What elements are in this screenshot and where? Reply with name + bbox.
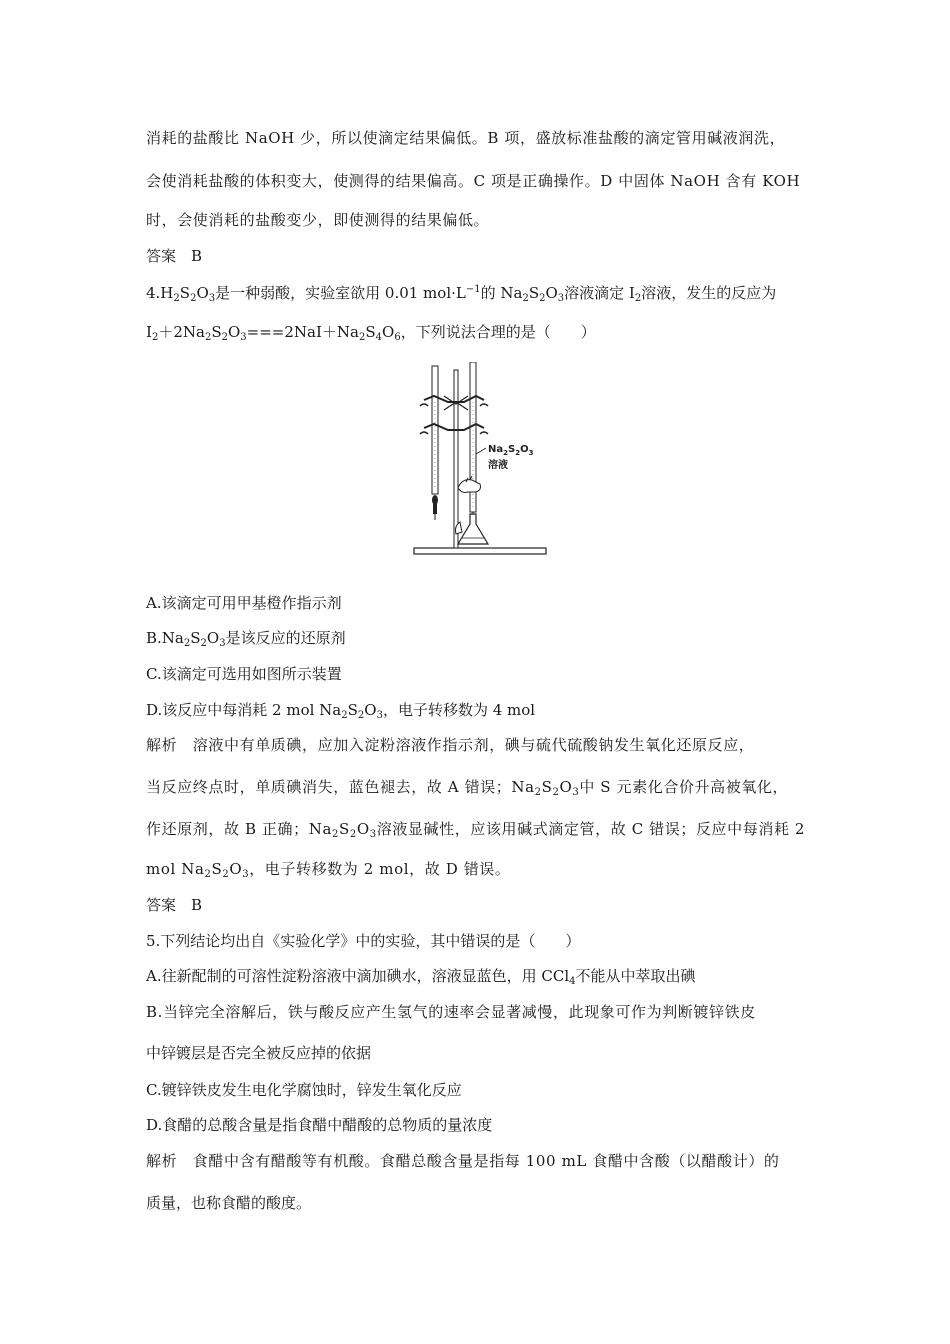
titration-apparatus-figure <box>410 362 550 558</box>
explanation-text-line: mol $Na_2S_2O_3$，电子转移数为 2 mol，故 D 错误。 <box>146 860 511 880</box>
explanation-text-line: 当反应终点时，单质碘消失，蓝色褪去，故 A 错误；$Na_2S_2O_3$中 S 元素化合价升高被氧化， <box>146 778 789 798</box>
explanation-text-line: 时，会使消耗的盐酸变少，即使测得的结果偏低。 <box>146 211 490 229</box>
option-a: A.往新配制的可溶性淀粉溶液中滴加碘水，溶液显蓝色，用 CCl$_4$不能从中萃取出碘 <box>146 967 696 987</box>
explanation-text-line: 会使消耗盐酸的体积变大，使测得的结果偏高。C 项是正确操作。D 中固体 NaOH 含有 KOH <box>146 172 801 190</box>
explanation-text-line: 解析 食醋中含有醋酸等有机酸。食醋总酸含量是指每 100 mL 食醋中含酸（以醋酸计）的 <box>146 1152 780 1170</box>
option-b: B.当锌完全溶解后，铁与酸反应产生氢气的速率会显著减慢，此现象可作为判断镀锌铁皮 <box>146 1003 756 1021</box>
figure-label-formula: $Na_2S_2O_3$ <box>488 444 534 457</box>
question-4-stem-line: $4.H_2S_2O_3$是一种弱酸，实验室欲用 0.01 $mol\cdot L^{-1}$的 $Na_2S_2O_3$溶液滴定 $I_2$溶液，发生的反应为 <box>146 284 777 304</box>
option-b-continued: 中锌镀层是否完全被反应掉的依据 <box>146 1044 372 1062</box>
question-5-stem: 5.下列结论均出自《实验化学》中的实验，其中错误的是（ ） <box>146 932 581 950</box>
answer-line: 答案 B <box>146 896 203 914</box>
explanation-text-line: 作还原剂，故 B 正确；$Na_2S_2O_3$溶液显碱性，应该用碱式滴定管，故 C 错误；反应中每消耗 2 <box>146 820 806 840</box>
explanation-text-line: 质量，也称食醋的酸度。 <box>146 1194 312 1212</box>
answer-line: 答案 B <box>146 247 203 265</box>
option-d: D.食醋的总酸含量是指食醋中醋酸的总物质的量浓度 <box>146 1116 493 1134</box>
option-a: A.该滴定可用甲基橙作指示剂 <box>146 594 342 612</box>
option-d: D.该反应中每消耗 2 mol $Na_2S_2O_3$，电子转移数为 4 mol <box>146 701 536 721</box>
explanation-text-line: 解析 溶液中有单质碘，应加入淀粉溶液作指示剂，碘与硫代硫酸钠发生氧化还原反应， <box>146 736 755 754</box>
question-4-equation-line: $I_2+2Na_2S_2O_3===2NaI+Na_2S_4O_6$，下列说法合理的是（ ） <box>146 323 596 343</box>
option-b: $B.Na_2S_2O_3$是该反应的还原剂 <box>146 629 346 649</box>
explanation-text-line: 消耗的盐酸比 NaOH 少，所以使滴定结果偏低。B 项，盛放标准盐酸的滴定管用碱液润洗， <box>146 129 786 147</box>
figure-label-solution: 溶液 <box>488 460 508 471</box>
option-c: C.该滴定可选用如图所示装置 <box>146 665 342 683</box>
option-c: C.镀锌铁皮发生电化学腐蚀时，锌发生氧化反应 <box>146 1081 462 1099</box>
